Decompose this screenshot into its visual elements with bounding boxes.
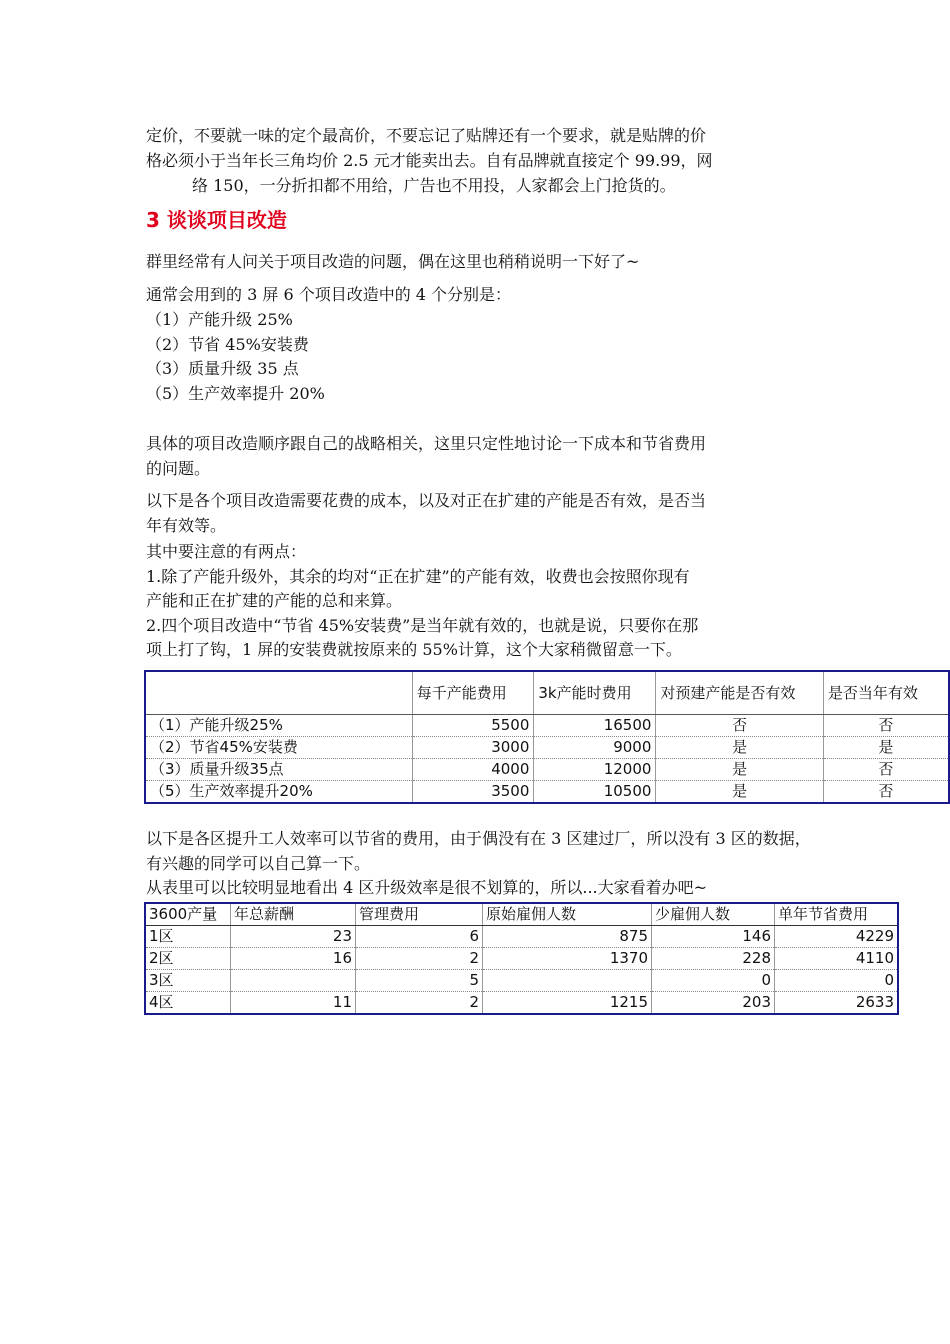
table-cell: 11 [231, 992, 356, 1015]
column-header: 对预建产能是否有效 [656, 671, 823, 715]
table-cell: 是 [656, 759, 823, 781]
table-cell: 228 [652, 948, 775, 970]
table-cell: 16500 [534, 715, 656, 737]
column-header: 年总薪酬 [231, 903, 356, 926]
table-cell: 10500 [534, 781, 656, 804]
table-cell: 146 [652, 926, 775, 948]
column-header: 是否当年有效 [823, 671, 949, 715]
text-line: 项上打了钩，1 屏的安装费就按原来的 55%计算，这个大家稍微留意一下。 [146, 640, 682, 659]
table-cell: （3）质量升级35点 [145, 759, 412, 781]
table-row [145, 737, 949, 759]
renovation-cost-table [144, 670, 950, 804]
table-cell: 否 [656, 715, 823, 737]
table-cell: 否 [823, 781, 949, 804]
table-cell: 875 [483, 926, 652, 948]
list-item: （2）节省 45%安装费 [146, 335, 309, 354]
table-row [145, 926, 898, 948]
table-cell: 0 [652, 970, 775, 992]
table-cell: 是 [656, 781, 823, 804]
list-item: （1）产能升级 25% [146, 310, 293, 329]
column-header: 少雇佣人数 [652, 903, 775, 926]
column-header: 3600产量 [145, 903, 231, 926]
table-cell: 1区 [145, 926, 231, 948]
table-cell [483, 970, 652, 992]
text-line: 以下是各区提升工人效率可以节省的费用，由于偶没有在 3 区建过厂，所以没有 3 区的数据， [146, 829, 811, 848]
table-cell: 否 [823, 715, 949, 737]
text-line: 1.除了产能升级外，其余的均对“正在扩建”的产能有效，收费也会按照你现有 [146, 567, 690, 586]
table-cell: 4区 [145, 992, 231, 1015]
column-header: 原始雇佣人数 [483, 903, 652, 926]
text-line: 定价，不要就一味的定个最高价，不要忘记了贴牌还有一个要求，就是贴牌的价 [146, 126, 707, 145]
efficiency-savings-table [144, 902, 899, 1015]
table-cell: （1）产能升级25% [145, 715, 412, 737]
table-cell: 0 [775, 970, 899, 992]
table-cell: 3000 [412, 737, 534, 759]
table-cell: 1370 [483, 948, 652, 970]
table-cell: 5 [356, 970, 483, 992]
table-row [145, 948, 898, 970]
text-line: 其中要注意的有两点： [146, 542, 307, 561]
text-line: 从表里可以比较明显地看出 4 区升级效率是很不划算的，所以...大家看着办吧~ [146, 878, 708, 897]
table-cell: 否 [823, 759, 949, 781]
table-cell: 6 [356, 926, 483, 948]
column-header: 单年节省费用 [775, 903, 899, 926]
text-line: 具体的项目改造顺序跟自己的战略相关，这里只定性地讨论一下成本和节省费用 [146, 434, 707, 453]
table-row [145, 970, 898, 992]
text-line: 通常会用到的 3 屏 6 个项目改造中的 4 个分别是： [146, 285, 512, 304]
text-line: 年有效等。 [146, 516, 227, 535]
section-heading: 3 谈谈项目改造 [146, 208, 287, 232]
table-cell: 12000 [534, 759, 656, 781]
table-row [145, 759, 949, 781]
column-header: 每千产能费用 [412, 671, 534, 715]
text-line: 格必须小于当年长三角均价 2.5 元才能卖出去。自有品牌就直接定个 99.99，网 [146, 151, 713, 170]
table-cell: 2 [356, 992, 483, 1015]
table-row [145, 715, 949, 737]
text-line: 以下是各个项目改造需要花费的成本，以及对正在扩建的产能是否有效，是否当 [146, 491, 707, 510]
list-item: （5）生产效率提升 20% [146, 384, 325, 403]
table-cell: 4229 [775, 926, 899, 948]
table-cell: 4110 [775, 948, 899, 970]
text-line: 有兴趣的同学可以自己算一下。 [146, 854, 371, 873]
column-header: 3k产能时费用 [534, 671, 656, 715]
text-line: 的问题。 [146, 459, 211, 478]
table-cell: 2633 [775, 992, 899, 1015]
text-line: 产能和正在扩建的产能的总和来算。 [146, 591, 403, 610]
table-cell: （5）生产效率提升20% [145, 781, 412, 804]
table-cell: 2区 [145, 948, 231, 970]
table-cell: 9000 [534, 737, 656, 759]
table-row [145, 992, 898, 1015]
table-cell: 4000 [412, 759, 534, 781]
table-cell: 5500 [412, 715, 534, 737]
table-row [145, 781, 949, 804]
table-cell: （2）节省45%安装费 [145, 737, 412, 759]
text-line: 2.四个项目改造中“节省 45%安装费”是当年就有效的，也就是说，只要你在那 [146, 616, 699, 635]
column-header [145, 671, 412, 715]
text-line: 络 150，一分折扣都不用给，广告也不用投，人家都会上门抢货的。 [192, 176, 676, 195]
table-header-row [145, 671, 949, 715]
table-cell: 1215 [483, 992, 652, 1015]
table-cell: 16 [231, 948, 356, 970]
column-header: 管理费用 [356, 903, 483, 926]
table-cell: 203 [652, 992, 775, 1015]
table-header-row [145, 903, 898, 926]
table-cell: 23 [231, 926, 356, 948]
table-cell: 2 [356, 948, 483, 970]
list-item: （3）质量升级 35 点 [146, 359, 299, 378]
table-cell [231, 970, 356, 992]
table-cell: 是 [823, 737, 949, 759]
text-line: 群里经常有人问关于项目改造的问题，偶在这里也稍稍说明一下好了~ [146, 252, 640, 271]
table-cell: 3500 [412, 781, 534, 804]
table-cell: 3区 [145, 970, 231, 992]
table-cell: 是 [656, 737, 823, 759]
